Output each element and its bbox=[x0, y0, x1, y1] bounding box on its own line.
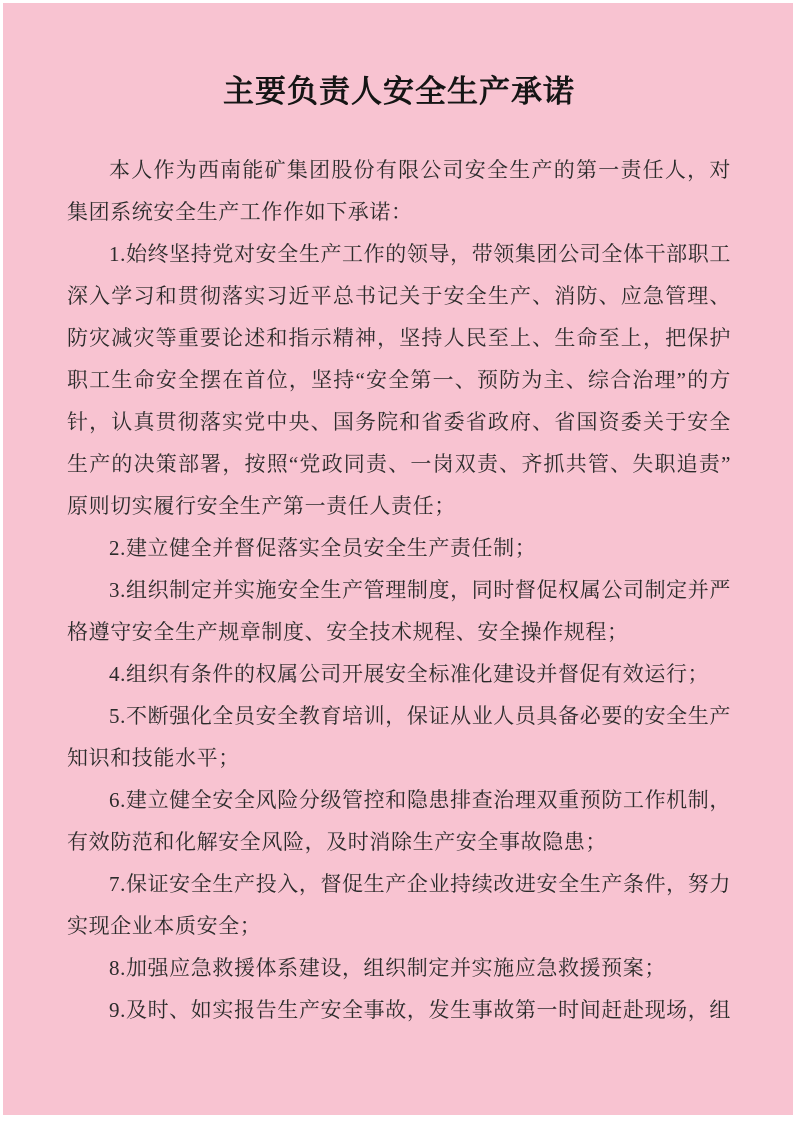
document-page bbox=[3, 3, 793, 1115]
commitment-item-9: 9.及时、如实报告生产安全事故，发生事故第一时间赶赴现场，组 bbox=[109, 998, 731, 1022]
document-content bbox=[3, 69, 793, 1031]
commitment-item-4: 4.组织有条件的权属公司开展安全标准化建设并督促有效运行； bbox=[109, 662, 710, 686]
commitment-item-6: 6.建立健全安全风险分级管控和隐患排查治理双重预防工作机制，有效防范和化解安全风险，及时消除生产安全事故隐患； bbox=[67, 788, 731, 854]
commitment-item-3: 3.组织制定并实施安全生产管理制度，同时督促权属公司制定并严格遵守安全生产规章制度、安全技术规程、安全操作规程； bbox=[67, 578, 731, 644]
commitment-item-2: 2.建立健全并督促落实全员安全生产责任制； bbox=[109, 536, 537, 560]
page-title: 主要负责人安全生产承诺 bbox=[223, 74, 575, 109]
commitment-item-5: 5.不断强化全员安全教育培训，保证从业人员具备必要的安全生产知识和技能水平； bbox=[67, 704, 731, 770]
commitment-item-8: 8.加强应急救援体系建设，组织制定并实施应急救援预案； bbox=[109, 956, 666, 980]
opening-paragraph: 本人作为西南能矿集团股份有限公司安全生产的第一责任人，对集团系统安全生产工作作如下承诺： bbox=[67, 158, 731, 224]
commitment-item-7: 7.保证安全生产投入，督促生产企业持续改进安全生产条件，努力实现企业本质安全； bbox=[67, 872, 731, 938]
commitment-item-1: 1.始终坚持党对安全生产工作的领导，带领集团公司全体干部职工深入学习和贯彻落实习近平总书记关于安全生产、消防、应急管理、防灾减灾等重要论述和指示精神，坚持人民至上、生命至上，把保护职工生命安全摆在首位，坚持“安全第一、预防为主、综合治理”的方针，认真贯彻落实党中央、国务院和省委省政府、省国资委关于安全生产的决策部署，按照“党政同责、一岗双责、齐抓共管、失职追责”原则切实履行安全生产第一责任人责任； bbox=[67, 242, 731, 518]
document-body bbox=[67, 149, 731, 1031]
